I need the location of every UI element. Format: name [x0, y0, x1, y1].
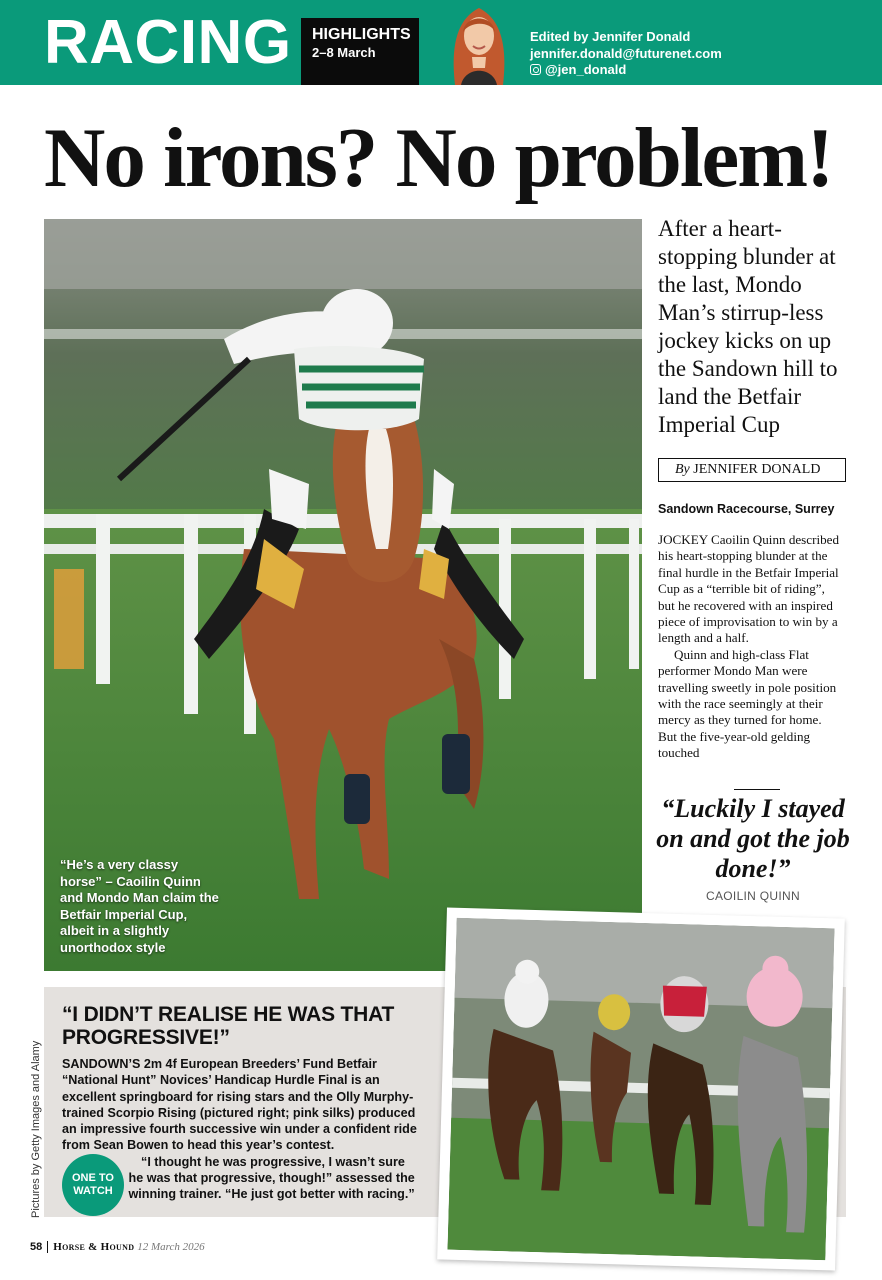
page-footer — [30, 1240, 205, 1254]
editor-social-handle: @jen_donald — [545, 62, 627, 77]
main-photo-caption: “He’s a very classy horse” – Caoilin Quinn and Mondo Man claim the Betfair Imperial Cup, albeit in a slightly unorthodox style — [60, 857, 219, 955]
editor-email[interactable]: jennifer.donald@futurenet.com — [530, 45, 722, 61]
highlights-box — [301, 18, 419, 85]
article-paragraph: JOCKEY Caoilin Quinn described his heart-stopping blunder at the final hurdle in the Betfair Imperial Cup as a “terrible bit of riding”, but he recovered with an inspired piece of improvisation to win by a length and a half. — [658, 532, 839, 646]
highlights-title: HIGHLIGHTS — [312, 26, 411, 43]
sidebar-body — [62, 1056, 422, 1216]
section-title: RACING — [44, 8, 292, 77]
page-number: 58 — [30, 1241, 48, 1253]
standfirst: After a heart-stopping blunder at the last, Mondo Man’s stirrup-less jockey kicks on up the Sandown hill to land the Betfair Imperial Cup — [658, 216, 838, 437]
headline: No irons? No problem! — [44, 111, 833, 205]
editor-social[interactable] — [530, 62, 722, 79]
editor-photo — [441, 0, 517, 85]
article-paragraph: Quinn and high-class Flat performer Mondo Man were travelling sweetly in pole position with the race seemingly at their mercy as they turned for home. But the five-year-old gelding touched — [658, 646, 837, 761]
highlights-dates: 2–8 March — [312, 45, 376, 60]
sidebar-paragraph: SANDOWN’S 2m 4f European Breeders’ Fund Betfair “National Hunt” Novices’ Handicap Hurdle Final is an excellent springboard for rising stars and the Olly Murphy-trained Scorpio Rising (pictured right; pink silks) produced an impressive fourth successive win under a confident ride from Sean Bowen to head this year’s contest. — [62, 1057, 417, 1153]
byline-name: JENNIFER DONALD — [693, 462, 821, 477]
issue-date: 12 March 2026 — [137, 1241, 205, 1253]
byline-prefix: By — [675, 462, 690, 477]
instagram-icon — [530, 64, 541, 75]
article-body — [658, 532, 842, 762]
editor-name: Edited by Jennifer Donald — [530, 29, 691, 44]
race-photo-frame — [437, 908, 845, 1271]
pull-quote: “Luckily I stayed on and got the job done!” — [656, 794, 850, 883]
byline — [658, 458, 846, 482]
sidebar-paragraph: “I thought he was progressive, I wasn’t sure he was that progressive, though!” assessed the winning trainer. “He just got better with racing.” — [128, 1154, 415, 1202]
pull-quote-rule — [734, 789, 780, 790]
one-to-watch-badge: ONE TO WATCH — [62, 1154, 124, 1216]
pull-quote-attribution: CAOILIN QUINN — [706, 889, 800, 903]
picture-credit: Pictures by Getty Images and Alamy — [30, 1040, 42, 1218]
editor-info — [530, 29, 722, 79]
location: Sandown Racecourse, Surrey — [658, 502, 835, 516]
magazine-name: Horse & Hound — [53, 1241, 135, 1253]
sidebar-title: “I DIDN’T REALISE HE WAS THAT PROGRESSIVE!” — [62, 1003, 395, 1049]
race-photo — [447, 918, 834, 1260]
